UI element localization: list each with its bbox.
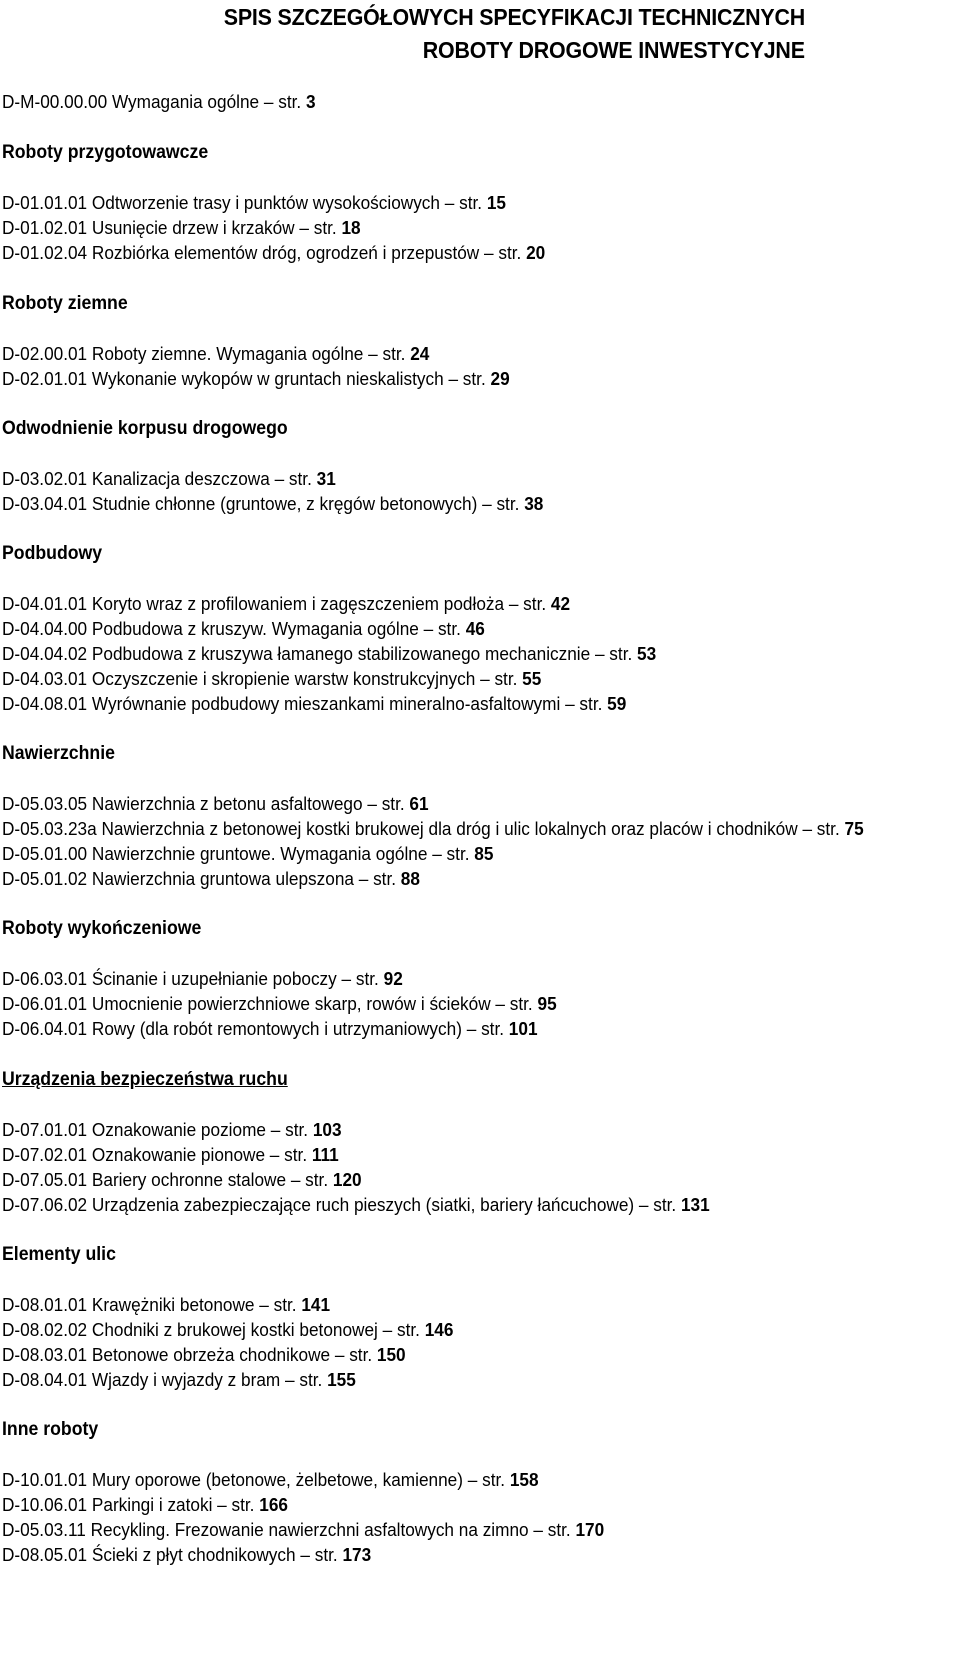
toc-entry: D-08.01.01 Krawężniki betonowe – str. 141 (2, 1294, 331, 1315)
toc-entry: D-04.04.00 Podbudowa z kruszyw. Wymagania ogólne – str. 46 (2, 618, 485, 639)
toc-entry: D-06.04.01 Rowy (dla robót remontowych i utrzymaniowych) – str. 101 (2, 1018, 538, 1039)
toc-entry: D-08.02.02 Chodniki z brukowej kostki betonowej – str. 146 (2, 1319, 454, 1340)
section-heading: Inne roboty (2, 1419, 99, 1440)
page-number: 173 (342, 1544, 372, 1565)
section-heading: Roboty ziemne (2, 293, 128, 314)
toc-entry: D-01.02.01 Usunięcie drzew i krzaków – str. 18 (2, 217, 361, 238)
section-heading: Roboty przygotowawcze (2, 142, 209, 163)
toc-entry: D-04.08.01 Wyrównanie podbudowy mieszankami mineralno-asfaltowymi – str. 59 (2, 693, 627, 714)
page-number: 38 (524, 493, 544, 514)
page-number: 146 (424, 1319, 454, 1340)
page-number: 55 (522, 668, 542, 689)
section-heading: Odwodnienie korpusu drogowego (2, 418, 288, 439)
section-heading: Urządzenia bezpieczeństwa ruchu (2, 1069, 288, 1090)
toc-entry: D-10.06.01 Parkingi i zatoki – str. 166 (2, 1494, 288, 1515)
page-number: 59 (607, 693, 627, 714)
page-number: 31 (316, 468, 336, 489)
document-title-line-2: ROBOTY DROGOWE INWESTYCYJNE (422, 37, 805, 63)
section-heading: Roboty wykończeniowe (2, 918, 202, 939)
toc-entry: D-08.04.01 Wjazdy i wyjazdy z bram – str. 155 (2, 1369, 356, 1390)
page-number: 158 (509, 1469, 539, 1490)
toc-entry: D-03.02.01 Kanalizacja deszczowa – str. 31 (2, 468, 336, 489)
page-number: 24 (410, 343, 430, 364)
document-title-line-1: SPIS SZCZEGÓŁOWYCH SPECYFIKACJI TECHNICZNYCH (223, 4, 805, 30)
page-number: 150 (376, 1344, 406, 1365)
section-heading: Podbudowy (2, 543, 103, 564)
page-number: 18 (341, 217, 361, 238)
toc-entry: D-07.06.02 Urządzenia zabezpieczające ruch pieszych (siatki, bariery łańcuchowe) – str. 131 (2, 1194, 710, 1215)
toc-entry: D-07.02.01 Oznakowanie pionowe – str. 111 (2, 1144, 339, 1165)
page-number: 95 (537, 993, 557, 1014)
toc-entry: D-07.01.01 Oznakowanie poziome – str. 103 (2, 1119, 342, 1140)
toc-entry: D-08.03.01 Betonowe obrzeża chodnikowe – str. 150 (2, 1344, 406, 1365)
page-number: 3 (305, 91, 316, 112)
toc-entry: D-05.01.02 Nawierzchnia gruntowa ulepszona – str. 88 (2, 868, 420, 889)
page-number: 92 (383, 968, 403, 989)
toc-entry: D-05.01.00 Nawierzchnie gruntowe. Wymagania ogólne – str. 85 (2, 843, 494, 864)
page-number: 61 (409, 793, 429, 814)
page-number: 85 (474, 843, 494, 864)
page-number: 155 (327, 1369, 356, 1390)
page-number: 15 (486, 192, 506, 213)
toc-entry: D-04.04.02 Podbudowa z kruszywa łamanego stabilizowanego mechanicznie – str. 53 (2, 643, 657, 664)
toc-entry: D-04.03.01 Oczyszczenie i skropienie warstw konstrukcyjnych – str. 55 (2, 668, 542, 689)
toc-entry: D-10.01.01 Mury oporowe (betonowe, żelbetowe, kamienne) – str. 158 (2, 1469, 539, 1490)
toc-entry: D-08.05.01 Ścieki z płyt chodnikowych – str. 173 (2, 1544, 372, 1565)
toc-entry: D-01.02.04 Rozbiórka elementów dróg, ogrodzeń i przepustów – str. 20 (2, 242, 546, 263)
toc-entry: D-05.03.23a Nawierzchnia z betonowej kostki brukowej dla dróg i ulic lokalnych oraz placów i chodników – str. 75 (2, 818, 864, 839)
toc-entry: D-02.01.01 Wykonanie wykopów w gruntach nieskalistych – str. 29 (2, 368, 510, 389)
page-number: 53 (637, 643, 657, 664)
toc-entry: D-06.03.01 Ścinanie i uzupełnianie poboczy – str. 92 (2, 968, 403, 989)
page-number: 46 (465, 618, 485, 639)
toc-entry: D-02.00.01 Roboty ziemne. Wymagania ogólne – str. 24 (2, 343, 430, 364)
page-number: 20 (526, 242, 546, 263)
page-number: 42 (550, 593, 571, 614)
toc-entry: D-05.03.11 Recykling. Frezowanie nawierzchni asfaltowych na zimno – str. 170 (2, 1519, 605, 1540)
toc-entry: D-06.01.01 Umocnienie powierzchniowe skarp, rowów i ścieków – str. 95 (2, 993, 557, 1014)
page-number: 101 (508, 1018, 538, 1039)
page-number: 120 (332, 1169, 362, 1190)
page-number: 170 (575, 1519, 605, 1540)
page-number: 141 (301, 1294, 331, 1315)
toc-entry: D-01.01.01 Odtworzenie trasy i punktów wysokościowych – str. 15 (2, 192, 506, 213)
page-number: 111 (311, 1144, 339, 1165)
toc-entry: D-03.04.01 Studnie chłonne (gruntowe, z kręgów betonowych) – str. 38 (2, 493, 544, 514)
page-number: 131 (680, 1194, 710, 1215)
section-heading: Elementy ulic (2, 1244, 116, 1265)
page-number: 75 (844, 818, 864, 839)
page-number: 166 (259, 1494, 288, 1515)
toc-entry: D-04.01.01 Koryto wraz z profilowaniem i zagęszczeniem podłoża – str. 42 (2, 593, 571, 614)
toc-entry: D-05.03.05 Nawierzchnia z betonu asfaltowego – str. 61 (2, 793, 429, 814)
page-number: 103 (312, 1119, 342, 1140)
page-number: 88 (400, 868, 420, 889)
toc-entry: D-07.05.01 Bariery ochronne stalowe – str. 120 (2, 1169, 362, 1190)
section-heading: Nawierzchnie (2, 743, 115, 764)
page-number: 29 (490, 368, 510, 389)
toc-entry-intro: D-M-00.00.00 Wymagania ogólne – str. 3 (2, 91, 316, 112)
